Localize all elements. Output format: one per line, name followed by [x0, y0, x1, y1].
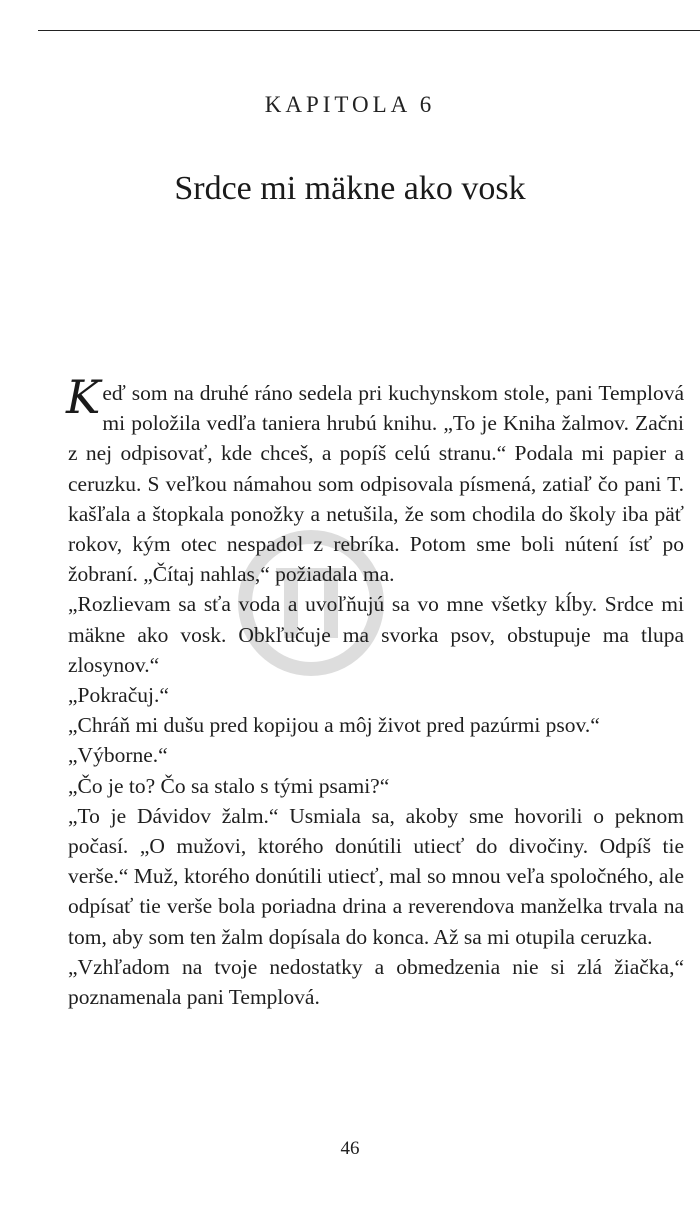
paragraph: Keď som na druhé ráno sedela pri kuchynskom stole, pani Templová mi položila vedľa taniera hrubú knihu. „To je Kniha žalmov. Začni z nej odpisovať, kde chceš, a popíš celú stranu.“ Podala mi papier a ceruzku. S veľkou námahou som odpisovala písmená, zatiaľ čo pani T. kašľala a štopkala ponožky a netušila, že som chodila do školy iba päť rokov, kým otec nespadol z rebríka. Potom sme boli nútení ísť po žobraní. „Čítaj nahlas,“ požiadala ma. [66, 370, 684, 587]
paragraph: „Výborne.“ [68, 743, 168, 768]
paragraph: „Čo je to? Čo sa stalo s tými psami?“ [68, 773, 390, 798]
body-text [66, 370, 684, 1012]
top-rule [38, 30, 700, 31]
chapter-title: Srdce mi mäkne ako vosk [174, 170, 526, 207]
paragraph: „To je Dávidov žalm.“ Usmiala sa, akoby sme hovorili o peknom počasí. „O mužovi, ktorého donútili utiecť do divočiny. Odpíš tie verše.“ Muž, ktorého donútili utiecť, mal so mnou veľa spoločného, ale odpísať tie verše bola poriadna drina a reverendova manželka trvala na tom, aby som ten žalm dopísala do konca. Až sa mi otupila ceruzka. [68, 803, 684, 949]
paragraph: „Chráň mi dušu pred kopijou a môj život pred pazúrmi psov.“ [68, 713, 600, 738]
paragraph: „Vzhľadom na tvoje nedostatky a obmedzenia nie si zlá žiačka,“ poznamenala pani Templová. [68, 954, 684, 1010]
paragraph: „Pokračuj.“ [68, 683, 169, 708]
page-number: 46 [340, 1138, 360, 1159]
paragraph: „Rozlievam sa sťa voda a uvoľňujú sa vo mne všetky kĺby. Srdce mi mäkne ako vosk. Obkľučuje ma svorka psov, obstupuje ma tlupa zlosynov.“ [68, 592, 684, 677]
chapter-label: KAPITOLA 6 [264, 92, 436, 117]
drop-cap: K [66, 370, 101, 424]
